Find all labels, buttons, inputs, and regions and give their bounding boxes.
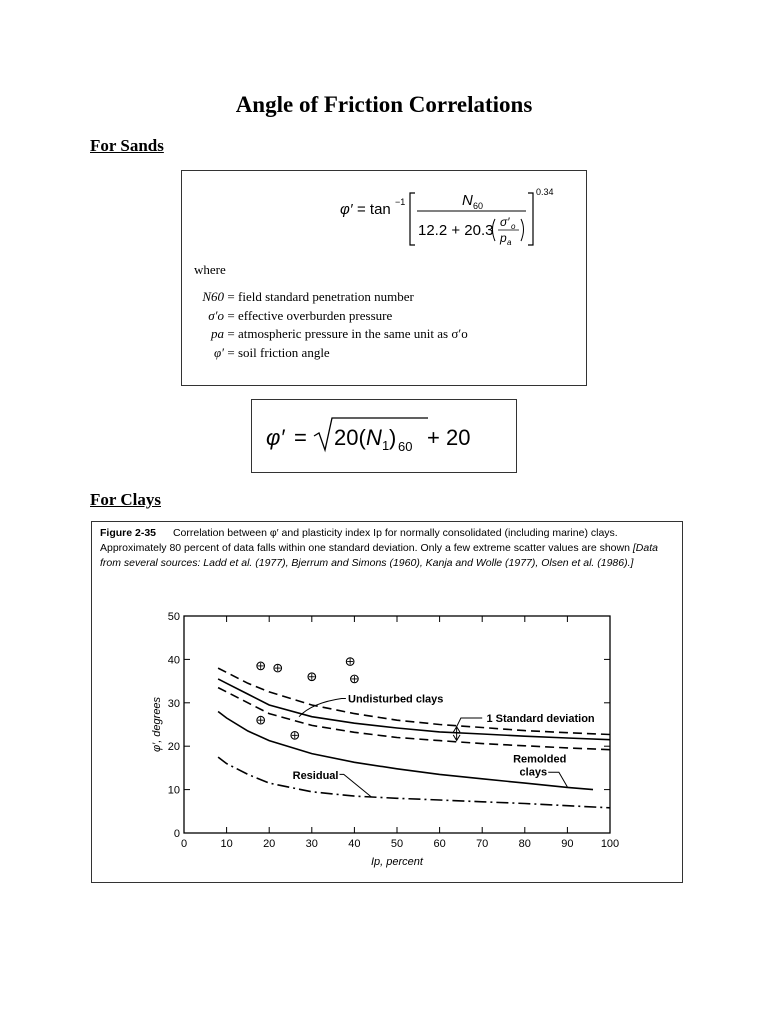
residual-label: Residual	[292, 769, 339, 782]
y-tick-label: 50	[167, 611, 180, 623]
figure-source: [Data from several sources: Ladd et al. (1977), Bjerrum and Simons (1960), Kanja and Wolle (1977), Olsen et al. (1986).]	[100, 542, 658, 569]
y-tick-label: 20	[167, 741, 180, 754]
svg-text:=: =	[294, 425, 307, 450]
clays-heading: For Clays	[90, 490, 161, 509]
scatter-point	[257, 662, 265, 670]
figure-caption-text: Correlation between φ′ and plasticity index Ip for normally consolidated (including marine) clays. Approximately 80 percent of data falls within one standard deviation. Only a few extreme scatter values are shown	[100, 527, 630, 554]
scatter-point	[351, 675, 359, 683]
x-tick-label: 100	[600, 838, 620, 850]
y-tick-label: 30	[167, 697, 180, 710]
scatter-point	[308, 673, 316, 681]
svg-text:a: a	[507, 238, 512, 247]
definition-text: field standard penetration number	[238, 289, 414, 304]
svg-text:N: N	[462, 192, 473, 209]
clays-figure-box	[91, 521, 683, 883]
x-tick-label: 50	[390, 838, 404, 850]
svg-text:60: 60	[398, 439, 413, 454]
definition-list	[194, 288, 468, 362]
scatter-point	[346, 658, 354, 666]
std-deviation-label: 1 Standard deviation	[486, 712, 595, 725]
svg-text:= tan: = tan	[357, 201, 391, 218]
page-title: Angle of Friction Correlations	[235, 92, 533, 117]
definition-pa: pa = atmospheric pressure in the same unit as σ′o	[194, 325, 468, 344]
definition-sigma: σ′o = effective overburden pressure	[194, 307, 468, 326]
svg-text:φ′: φ′	[266, 425, 285, 450]
std-leader	[457, 718, 483, 727]
svg-text:0.34: 0.34	[536, 187, 554, 197]
figure-caption	[100, 526, 676, 571]
x-tick-label: 60	[433, 838, 446, 850]
x-tick-label: 70	[476, 838, 489, 850]
undisturbed-leader	[299, 698, 346, 716]
svg-text:o: o	[511, 222, 516, 231]
x-tick-label: 80	[518, 838, 531, 850]
svg-text:+ 20: + 20	[427, 425, 471, 450]
svg-text:N: N	[366, 425, 382, 450]
svg-text:60: 60	[473, 201, 484, 211]
x-tick-label: 90	[561, 838, 574, 850]
series-line-0	[218, 679, 610, 740]
definition-n60: N60 = field standard penetration number	[194, 288, 468, 307]
definition-symbol: pa	[211, 326, 224, 341]
scatter-point	[274, 664, 282, 672]
x-tick-label: 40	[348, 838, 361, 850]
residual-leader	[339, 774, 371, 797]
svg-text:φ′: φ′	[340, 201, 353, 218]
scatter-point	[291, 732, 299, 740]
remolded-label-line2: clays	[519, 766, 548, 779]
spt-equation	[252, 400, 516, 472]
svg-text:12.2 + 20.3: 12.2 + 20.3	[418, 222, 494, 239]
definition-text: effective overburden pressure	[238, 307, 393, 323]
x-axis-label: Ip, percent	[371, 856, 423, 868]
y-axis-label: φ′, degrees	[151, 696, 163, 753]
where-label: where	[194, 262, 226, 277]
definition-symbol: σ′o	[208, 307, 224, 323]
sands-equation	[182, 171, 586, 259]
undisturbed-clays-label: Undisturbed clays	[348, 693, 444, 706]
definition-phi: φ′ = soil friction angle	[194, 344, 468, 363]
definition-symbol: φ′	[213, 344, 224, 360]
sands-heading: For Sands	[90, 136, 164, 155]
sands-formula-box	[181, 170, 587, 386]
svg-text:p: p	[500, 231, 507, 245]
x-tick-label: 20	[263, 838, 276, 850]
y-tick-label: 0	[173, 828, 180, 840]
sands-spt-formula-box	[251, 399, 517, 473]
remolded-leader	[548, 772, 567, 787]
definition-text: atmospheric pressure in the same unit as σ′o	[238, 326, 468, 341]
definition-text: soil friction angle	[238, 344, 330, 360]
svg-text:20(: 20(	[334, 425, 366, 450]
x-tick-label: 10	[220, 838, 233, 850]
figure-label: Figure 2-35	[100, 527, 157, 539]
y-tick-label: 40	[167, 654, 180, 667]
y-tick-label: 10	[167, 784, 180, 797]
x-tick-label: 30	[305, 838, 318, 850]
svg-text:1: 1	[382, 438, 390, 453]
svg-text:σ′: σ′	[500, 215, 510, 229]
svg-text:): )	[389, 425, 397, 450]
scatter-point	[257, 716, 265, 724]
x-tick-label: 0	[180, 838, 188, 850]
definition-symbol: N60	[202, 289, 224, 304]
remolded-label-line1: Remolded	[513, 753, 567, 766]
friction-angle-chart	[92, 592, 682, 882]
svg-text:−1: −1	[395, 197, 406, 207]
